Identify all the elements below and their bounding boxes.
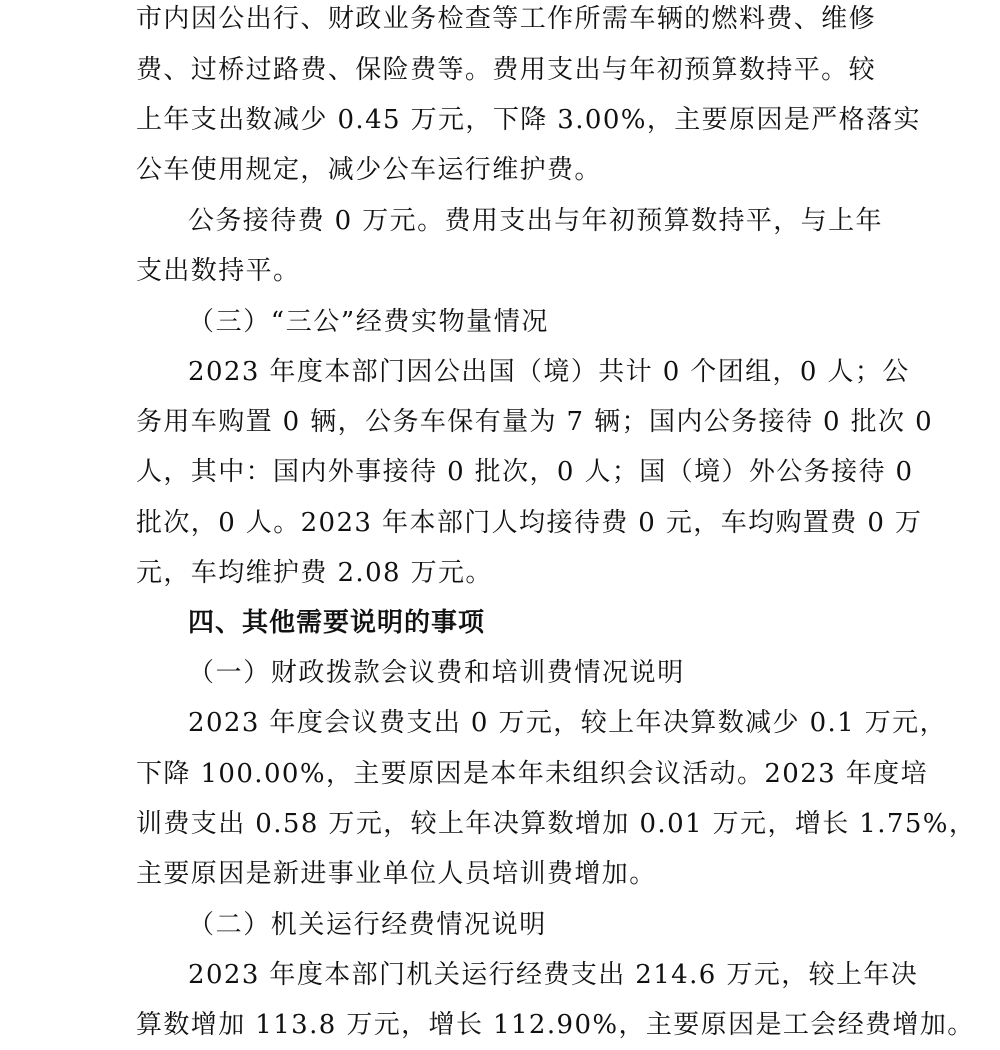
paragraph-line: 上年支出数减少 0.45 万元，下降 3.00%，主要原因是严格落实 [136,105,921,135]
paragraph-line: 市内因公出行、财政业务检查等工作所需车辆的燃料费、维修 [136,4,876,34]
section-subheading: （三）“三公”经费实物量情况 [188,307,549,337]
paragraph-line: 费、过桥过路费、保险费等。费用支出与年初预算数持平。较 [136,55,876,85]
paragraph-line: 2023 年度本部门机关运行经费支出 214.6 万元，较上年决 [188,960,919,990]
paragraph-line: 公务接待费 0 万元。费用支出与年初预算数持平，与上年 [188,206,883,236]
paragraph-line: 务用车购置 0 辆，公务车保有量为 7 辆；国内公务接待 0 批次 0 [136,407,934,437]
paragraph-line: 下降 100.00%，主要原因是本年未组织会议活动。2023 年度培 [136,759,928,789]
paragraph-line: 批次，0 人。2023 年本部门人均接待费 0 元，车均购置费 0 万 [136,508,923,538]
section-subheading: （二）机关运行经费情况说明 [188,910,547,940]
paragraph-line: 主要原因是新进事业单位人员培训费增加。 [136,859,657,889]
paragraph-line: 训费支出 0.58 万元，较上年决算数增加 0.01 万元，增长 1.75%， [136,809,977,839]
section-heading: 四、其他需要说明的事项 [188,608,486,638]
paragraph-line: 2023 年度本部门因公出国（境）共计 0 个团组，0 人；公 [188,357,910,387]
section-subheading: （一）财政拨款会议费和培训费情况说明 [188,658,685,688]
paragraph-line: 公车使用规定，减少公车运行维护费。 [136,155,602,185]
paragraph-line: 2023 年度会议费支出 0 万元，较上年决算数减少 0.1 万元， [188,708,947,738]
paragraph-line: 算数增加 113.8 万元，增长 112.90%，主要原因是工会经费增加。 [136,1010,975,1040]
paragraph-line: 人，其中：国内外事接待 0 批次，0 人；国（境）外公务接待 0 [136,457,914,487]
paragraph-line: 元，车均维护费 2.08 万元。 [136,558,493,588]
paragraph-line: 支出数持平。 [136,256,301,286]
